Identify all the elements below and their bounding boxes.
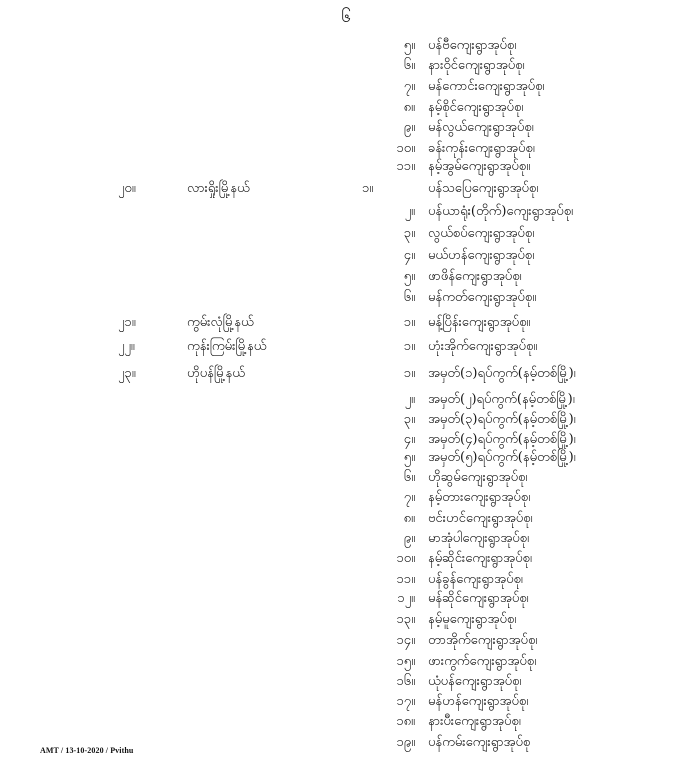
township-name: ဟိုပန်မြို့နယ် bbox=[187, 366, 245, 381]
tract-number: ၅။ bbox=[403, 269, 415, 284]
tract-number: ၁၂။ bbox=[397, 591, 415, 606]
village-tract-name: ပန်ခွန်ကျေးရွာအုပ်စု၊ bbox=[428, 572, 523, 587]
village-tract-name: နမ့်မူကျေးရွာအုပ်စု၊ bbox=[428, 612, 517, 627]
village-tract-name: ပန်ဗီကျေးရွာအုပ်စု၊ bbox=[428, 38, 517, 53]
village-tract-name: ဟိုဆွမ်ကျေးရွာအုပ်စု၊ bbox=[428, 470, 528, 485]
tract-number: ၁၇။ bbox=[396, 694, 415, 709]
village-tract-name: နမ့်စိုင်ကျေးရွာအုပ်စု၊ bbox=[428, 100, 524, 115]
tract-number: ၁၉။ bbox=[396, 735, 415, 750]
township-name: လားရှိုးမြို့နယ် bbox=[187, 181, 250, 196]
village-tract-name: ဖာဖိန်ကျေးရွာအုပ်စု၊ bbox=[428, 269, 522, 284]
village-tract-name: နမ့်ဆိုင်းကျေးရွာအုပ်စု၊ bbox=[428, 551, 532, 566]
village-tract-name: ပန်ကမ်းကျေးရွာအုပ်စု bbox=[428, 735, 531, 750]
village-tract-name: မန့်ပြိန်းကျေးရွာအုပ်စု။ bbox=[428, 315, 531, 330]
tract-number: ၂။ bbox=[404, 392, 415, 407]
village-tract-name: မန်ဆိုင်ကျေးရွာအုပ်စု၊ bbox=[428, 591, 529, 606]
village-tract-name: မန်ကတ်ကျေးရွာအုပ်စု။ bbox=[428, 290, 537, 305]
village-tract-name: နမ့်အွမ်ကျေးရွာအုပ်စု။ bbox=[428, 159, 531, 174]
tract-number: ၆။ bbox=[403, 290, 415, 305]
tract-number: ၉။ bbox=[403, 120, 415, 135]
tract-number: ၁။ bbox=[403, 366, 415, 381]
village-tract-name: နားဝိုင်ကျေးရွာအုပ်စု၊ bbox=[428, 58, 525, 73]
village-tract-name: ခန်းကုန်းကျေးရွာအုပ်စု၊ bbox=[428, 141, 535, 156]
tract-number: ၃။ bbox=[403, 226, 415, 241]
group-number: ၂၃။ bbox=[118, 366, 136, 381]
tract-number: ၄။ bbox=[403, 248, 415, 263]
tract-number: ၁၄။ bbox=[396, 633, 415, 648]
tract-number: ၆။ bbox=[403, 58, 415, 73]
tract-number: ၁၆။ bbox=[396, 674, 415, 689]
village-tract-name: မန်ဟန်ကျေးရွာအုပ်စု၊ bbox=[428, 694, 529, 709]
village-tract-name: ဗင်းဟင်ကျေးရွာအုပ်စု၊ bbox=[428, 511, 533, 526]
village-tract-name: မာအုံပါကျေးရွာအုပ်စု၊ bbox=[428, 531, 530, 546]
tract-number: ၁။ bbox=[403, 315, 415, 330]
village-tract-name: ဖားကွက်ကျေးရွာအုပ်စု၊ bbox=[428, 654, 537, 669]
township-name: ကွမ်းလုံမြို့နယ် bbox=[187, 315, 254, 330]
tract-number: ၂။ bbox=[404, 204, 415, 219]
page-number: ၆ bbox=[341, 7, 351, 27]
village-tract-name: အမှတ်(၄)ရပ်ကွက်(နမ့်တစ်မြို့)၊ bbox=[428, 432, 576, 447]
village-tract-name: ပန်သပြေကျေးရွာအုပ်စု၊ bbox=[428, 181, 539, 196]
tract-number: ၁၈။ bbox=[396, 714, 415, 729]
tract-number: ၅။ bbox=[403, 38, 415, 53]
tract-number: ၁၁။ bbox=[396, 159, 415, 174]
village-tract-name: ယုံပန်ကျေးရွာအုပ်စု၊ bbox=[428, 674, 522, 689]
group-number: ၂၁။ bbox=[118, 315, 136, 330]
tract-number: ၁၀။ bbox=[396, 551, 415, 566]
footer-note: AMT / 13-10-2020 / Pvithu bbox=[40, 746, 134, 755]
tract-number: ၇။ bbox=[403, 490, 415, 505]
village-tract-name: နားပီးကျေးရွာအုပ်စု၊ bbox=[428, 714, 521, 729]
village-tract-name: အမှတ်(၃)ရပ်ကွက်(နမ့်တစ်မြို့)၊ bbox=[428, 412, 576, 427]
tract-number: ၅။ bbox=[403, 450, 415, 465]
village-tract-name: တာအိုက်ကျေးရွာအုပ်စု၊ bbox=[428, 633, 538, 648]
tract-number: ၁၃။ bbox=[396, 612, 415, 627]
tract-number: ၃။ bbox=[403, 412, 415, 427]
tract-number: ၄။ bbox=[403, 432, 415, 447]
tract-number: ၁၁။ bbox=[396, 572, 415, 587]
tract-number: ၉။ bbox=[403, 531, 415, 546]
tract-number: ၈။ bbox=[403, 511, 415, 526]
tract-number: ၆။ bbox=[403, 470, 415, 485]
tract-number: ၁။ bbox=[403, 339, 415, 354]
village-tract-name: ပန်ယာရုံး(တိုက်)ကျေးရွာအုပ်စု၊ bbox=[428, 204, 574, 219]
group-number: ၂၀။ bbox=[118, 181, 136, 196]
tract-number: ၇။ bbox=[403, 79, 415, 94]
village-tract-name: လွယ်စပ်ကျေးရွာအုပ်စု၊ bbox=[428, 226, 535, 241]
tract-number: ၈။ bbox=[403, 100, 415, 115]
village-tract-name: မန်ကောင်းကျေးရွာအုပ်စု၊ bbox=[428, 79, 545, 94]
village-tract-name: မယ်ဟန်ကျေးရွာအုပ်စု၊ bbox=[428, 248, 535, 263]
township-name: ကုန်းကြမ်းမြို့နယ် bbox=[187, 339, 267, 354]
group-number: ၂၂။ bbox=[118, 339, 135, 354]
tract-number: ၁၅။ bbox=[396, 654, 415, 669]
village-tract-name: နမ့်တားကျေးရွာအုပ်စု၊ bbox=[428, 490, 531, 505]
village-tract-name: ဟုံးအိုက်ကျေးရွာအုပ်စု။ bbox=[428, 339, 538, 354]
tract-number: ၁၀။ bbox=[396, 141, 415, 156]
village-tract-name: အမှတ်(၁)ရပ်ကွက်(နမ့်တစ်မြို့)၊ bbox=[428, 366, 576, 381]
village-tract-name: မန်လွယ်ကျေးရွာအုပ်စု၊ bbox=[428, 120, 534, 135]
tract-number: ၁။ bbox=[362, 181, 374, 196]
village-tract-name: အမှတ်(၅)ရပ်ကွက်(နမ့်တစ်မြို့)၊ bbox=[428, 450, 576, 465]
village-tract-name: အမှတ်(၂)ရပ်ကွက်(နမ့်တစ်မြို့)၊ bbox=[428, 392, 575, 407]
